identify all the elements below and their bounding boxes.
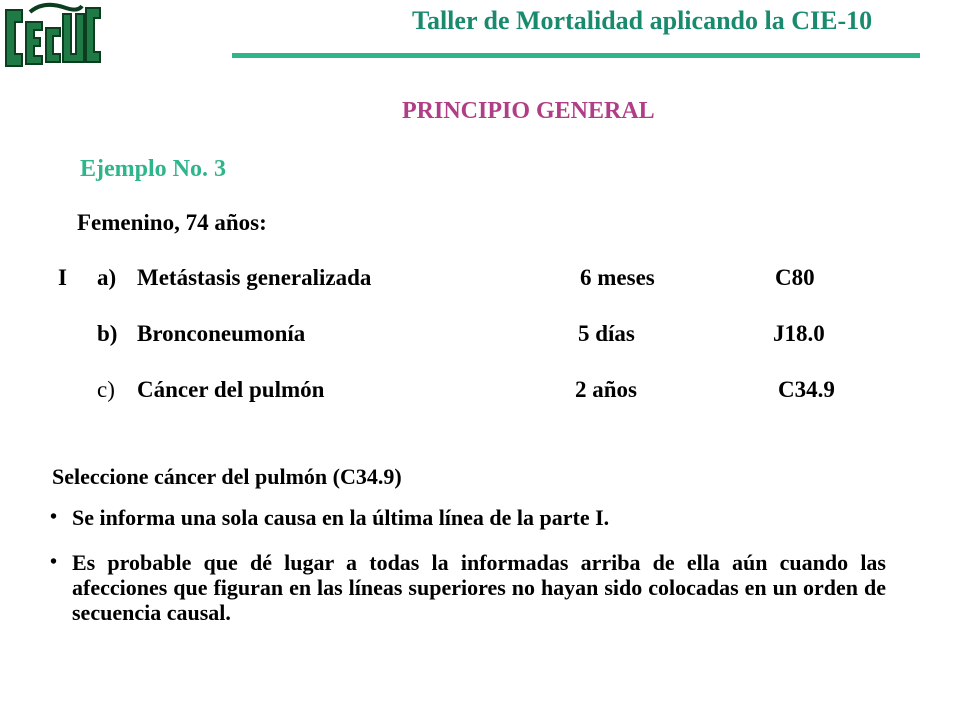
selection-statement: Seleccione cáncer del pulmón (C34.9) [52,464,402,489]
row-c-letter: c) [97,377,115,402]
row-c-condition: Cáncer del pulmón [137,377,325,402]
bullet-dot-icon: • [50,506,58,528]
part-number: I [58,265,67,290]
row-b-letter: b) [97,321,118,346]
bullet-text: Es probable que dé lugar a todas la informadas arriba de ella aún cuando las afecciones que figuran en las líneas superiores no hayan sido colocadas en un orden de secuencia causal. [72,550,886,625]
cecuce-logo [0,0,110,72]
presentation-title: Taller de Mortalidad aplicando la CIE-10 [412,6,873,35]
header-divider [232,53,920,58]
row-a-letter: a) [97,265,117,290]
row-b-interval: 5 días [578,321,635,346]
row-a-condition: Metástasis generalizada [137,265,372,290]
bullet-item [50,550,886,625]
row-b-code: J18.0 [773,321,825,346]
row-c-interval: 2 años [575,377,637,402]
row-c-code: C34.9 [778,377,835,402]
example-label: Ejemplo No. 3 [80,156,226,182]
row-a-code: C80 [775,265,815,290]
row-b-condition: Bronconeumonía [137,321,306,346]
bullet-text: Se informa una sola causa en la última línea de la parte I. [72,505,610,530]
section-heading: PRINCIPIO GENERAL [402,98,655,124]
row-a-interval: 6 meses [580,265,655,290]
bullet-dot-icon: • [50,551,58,573]
patient-info: Femenino, 74 años: [77,210,267,235]
bullet-item [50,505,886,530]
